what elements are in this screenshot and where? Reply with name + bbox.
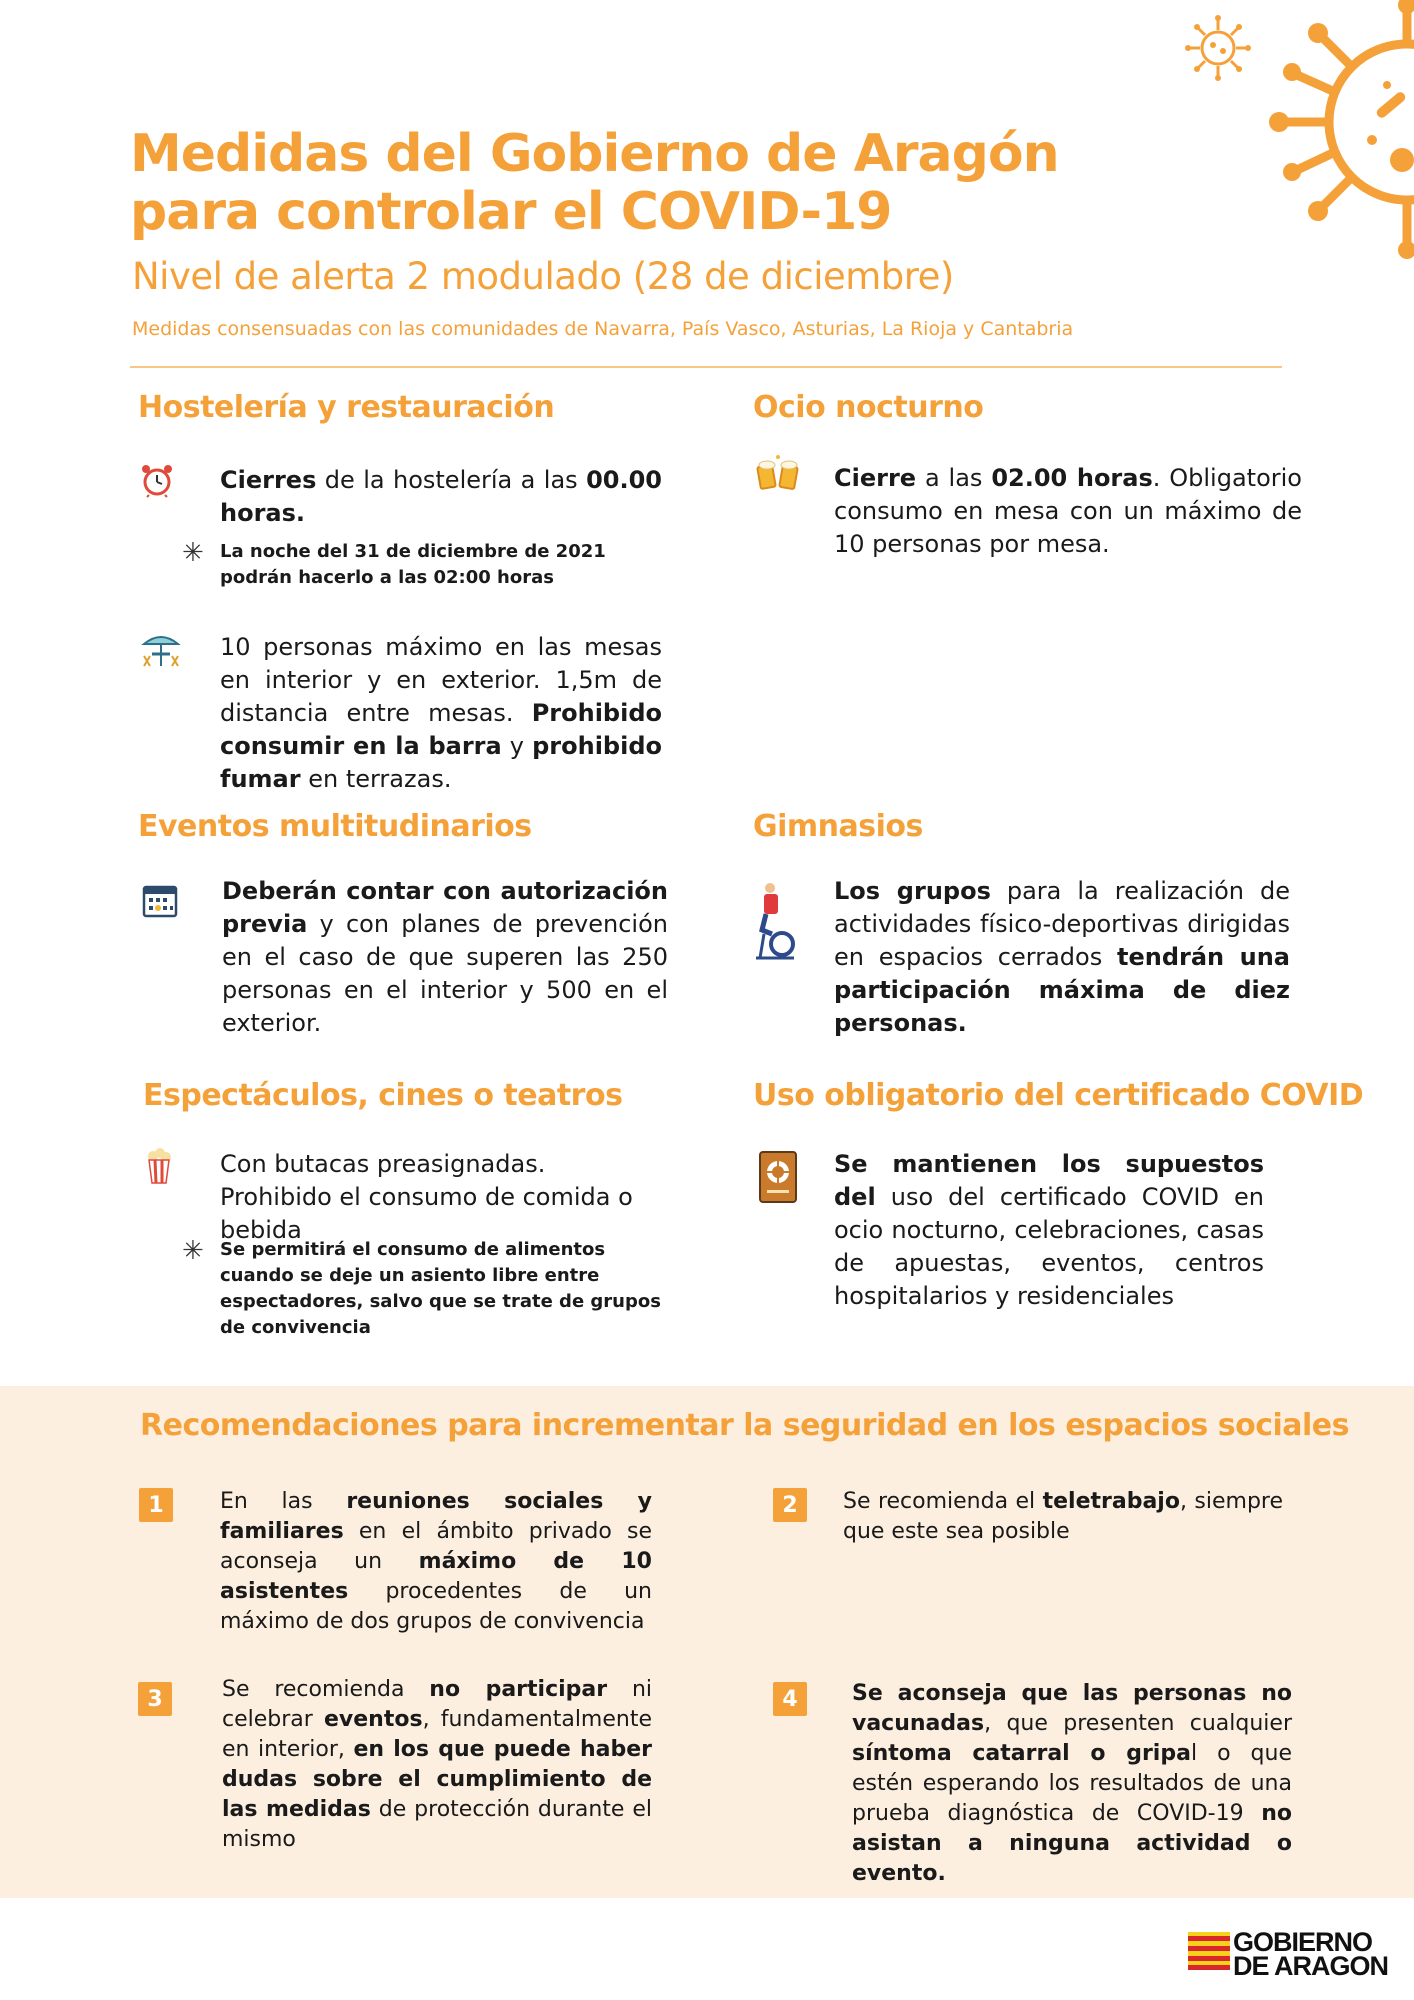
page-title [130,125,1059,241]
exercise-bike-icon [752,882,798,960]
rec-2-text: Se recomienda el teletrabajo, siempre que este sea posible [843,1489,1284,1544]
title-line-2: para controlar el COVID-19 [130,182,892,242]
consensus-note: Medidas consensuadas con las comunidades de Navarra, País Vasco, Asturias, La Rioja y Cantabria [132,318,1074,340]
eventos-heading: Eventos multitudinarios [138,809,532,844]
beer-mugs-icon [755,452,801,494]
logo-line-1: GOBIERNO [1233,1927,1373,1957]
aragon-flag-icon [1188,1932,1230,1970]
popcorn-icon [146,1148,172,1184]
hosteleria-heading: Hostelería y restauración [138,390,555,425]
certificado-text: Se mantienen los supuestos del uso del certificado COVID en ocio nocturno, celebraciones, casas de apuestas, eventos, centros hospitalarios y residenciales [834,1150,1264,1310]
title-line-1: Medidas del Gobierno de Aragón [130,124,1059,184]
ocio-heading: Ocio nocturno [753,390,984,425]
espectaculos-heading: Espectáculos, cines o teatros [143,1078,623,1113]
rec-number-3: 3 [138,1682,172,1716]
asterisk-icon-2: ✳ [182,1236,204,1266]
terrace-table-icon [140,630,182,670]
alarm-clock-icon [140,462,174,498]
recommendations-heading: Recomendaciones para incrementar la seguridad en los espacios sociales [140,1408,1349,1443]
rec-number-4: 4 [773,1682,807,1716]
eventos-text: Deberán contar con autorización previa y con planes de prevención en el caso de que superen las 250 personas en el interior y 500 en el exterior. [222,877,668,1037]
hosteleria-cierre-text: Cierres de la hostelería a las 00.00 horas. [220,466,662,527]
certificado-heading: Uso obligatorio del certificado COVID [753,1078,1364,1113]
gimnasios-text: Los grupos para la realización de actividades físico-deportivas dirigidas en espacios cerrados tendrán una participación máxima de diez personas. [834,877,1290,1037]
ocio-cierre-text: Cierre a las 02.00 horas. Obligatorio consumo en mesa con un máximo de 10 personas por mesa. [834,464,1302,558]
hosteleria-mesas-text: 10 personas máximo en las mesas en interior y en exterior. 1,5m de distancia entre mesas. Prohibido consumir en la barra y prohibido fumar en terrazas. [220,633,662,793]
calendar-icon [142,882,178,918]
rec-3-text: Se recomienda no participar ni celebrar eventos, fundamentalmente en interior, en los que puede haber dudas sobre el cumplimiento de las medidas de protección durante el mismo [222,1677,653,1852]
logo-line-2: DE ARAGON [1233,1951,1389,1981]
small-virus-icon [1185,15,1251,81]
header-divider [130,366,1282,368]
asterisk-icon: ✳ [182,538,204,568]
rec-number-2: 2 [773,1488,807,1522]
espectaculos-text: Con butacas preasignadas. Prohibido el consumo de comida o bebida [220,1150,633,1244]
covid-passport-icon [758,1150,798,1204]
rec-4-text: Se aconseja que las personas no vacunadas, que presenten cualquier síntoma catarral o gripal o que estén esperando los resultados de una prueba diagnóstica de COVID-19 no asistan a ninguna actividad o evento. [852,1681,1292,1886]
rec-number-1: 1 [139,1488,173,1522]
gobierno-aragon-logo [1233,1927,1389,1981]
rec-1-text: En las reuniones sociales y familiares en el ámbito privado se aconseja un máximo de 10 asistentes procedentes de un máximo de dos grupos de convivencia [220,1489,653,1634]
large-virus-icon [1262,0,1414,260]
hosteleria-nochevieja-note: La noche del 31 de diciembre de 2021 podrán hacerlo a las 02:00 horas [220,541,606,588]
gimnasios-heading: Gimnasios [753,809,923,844]
espectaculos-note: Se permitirá el consumo de alimentos cuando se deje un asiento libre entre espectadores, salvo que se trate de grupos de convivencia [220,1239,661,1338]
page-subtitle: Nivel de alerta 2 modulado (28 de diciembre) [132,255,954,298]
